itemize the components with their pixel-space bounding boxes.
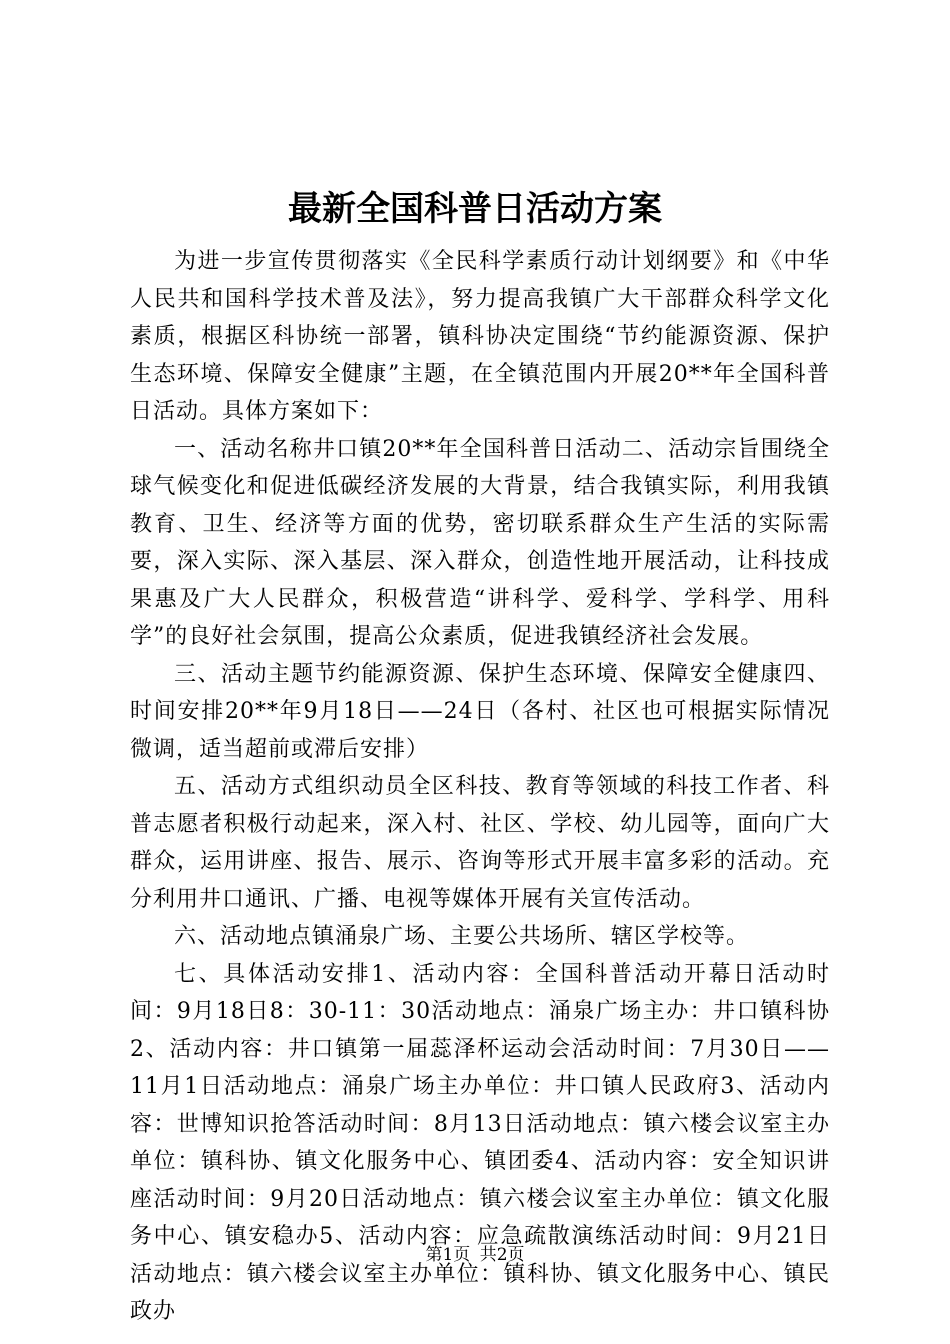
page-footer <box>0 1243 950 1267</box>
paragraph-method: 五、活动方式组织动员全区科技、教育等领域的科技工作者、科普志愿者积极行动起来，深入村、社区、学校、幼儿园等，面向广大群众，运用讲座、报告、展示、咨询等形式开展丰富多彩的活动。充分利用井口通讯、广播、电视等媒体开展有关宣传活动。 <box>130 774 830 912</box>
page-total: 共2页 <box>479 1245 525 1265</box>
page-number: 第1页 <box>425 1245 471 1265</box>
paragraph-name-and-purpose: 一、活动名称井口镇20**年全国科普日活动二、活动宗旨围绕全球气候变化和促进低碳经济发展的大背景，结合我镇实际，利用我镇教育、卫生、经济等方面的优势，密切联系群众生产生活的实际需要，深入实际、深入基层、深入群众，创造性地开展活动，让科技成果惠及广大人民群众，积极营造“讲科学、爱科学、学科学、用科学”的良好社会氛围，提高公众素质，促进我镇经济社会发展。 <box>130 436 830 649</box>
paragraph-theme-and-schedule: 三、活动主题节约能源资源、保护生态环境、保障安全健康四、时间安排20**年9月18日——24日（各村、社区也可根据实际情况微调，适当超前或滞后安排） <box>130 661 830 762</box>
document-body <box>130 243 830 1331</box>
paragraph-intro: 为进一步宣传贯彻落实《全民科学素质行动计划纲要》和《中华人民共和国科学技术普及法》，努力提高我镇广大干部群众科学文化素质，根据区科协统一部署，镇科协决定围绕“节约能源资源、保护生态环境、保障安全健康”主题，在全镇范围内开展20**年全国科普日活动。具体方案如下： <box>130 249 830 424</box>
paragraph-location: 六、活动地点镇涌泉广场、主要公共场所、辖区学校等。 <box>174 924 750 949</box>
document-title: 最新全国科普日活动方案 <box>288 189 662 229</box>
paragraph-activities: 七、具体活动安排1、活动内容：全国科普活动开幕日活动时间：9月18日8：30-11：30活动地点：涌泉广场主办：井口镇科协2、活动内容：井口镇第一届蕊泽杯运动会活动时间：7月30日——11月1日活动地点：涌泉广场主办单位：井口镇人民政府3、活动内容：世博知识抢答活动时间：8月13日活动地点：镇六楼会议室主办单位：镇科协、镇文化服务中心、镇团委4、活动内容：安全知识讲座活动时间：9月20日活动地点：镇六楼会议室主办单位：镇文化服务中心、镇安稳办5、活动内容：应急疏散演练活动时间：9月21日活动地点：镇六楼会议室主办单位：镇科协、镇文化服务中心、镇民政办 <box>130 961 830 1324</box>
